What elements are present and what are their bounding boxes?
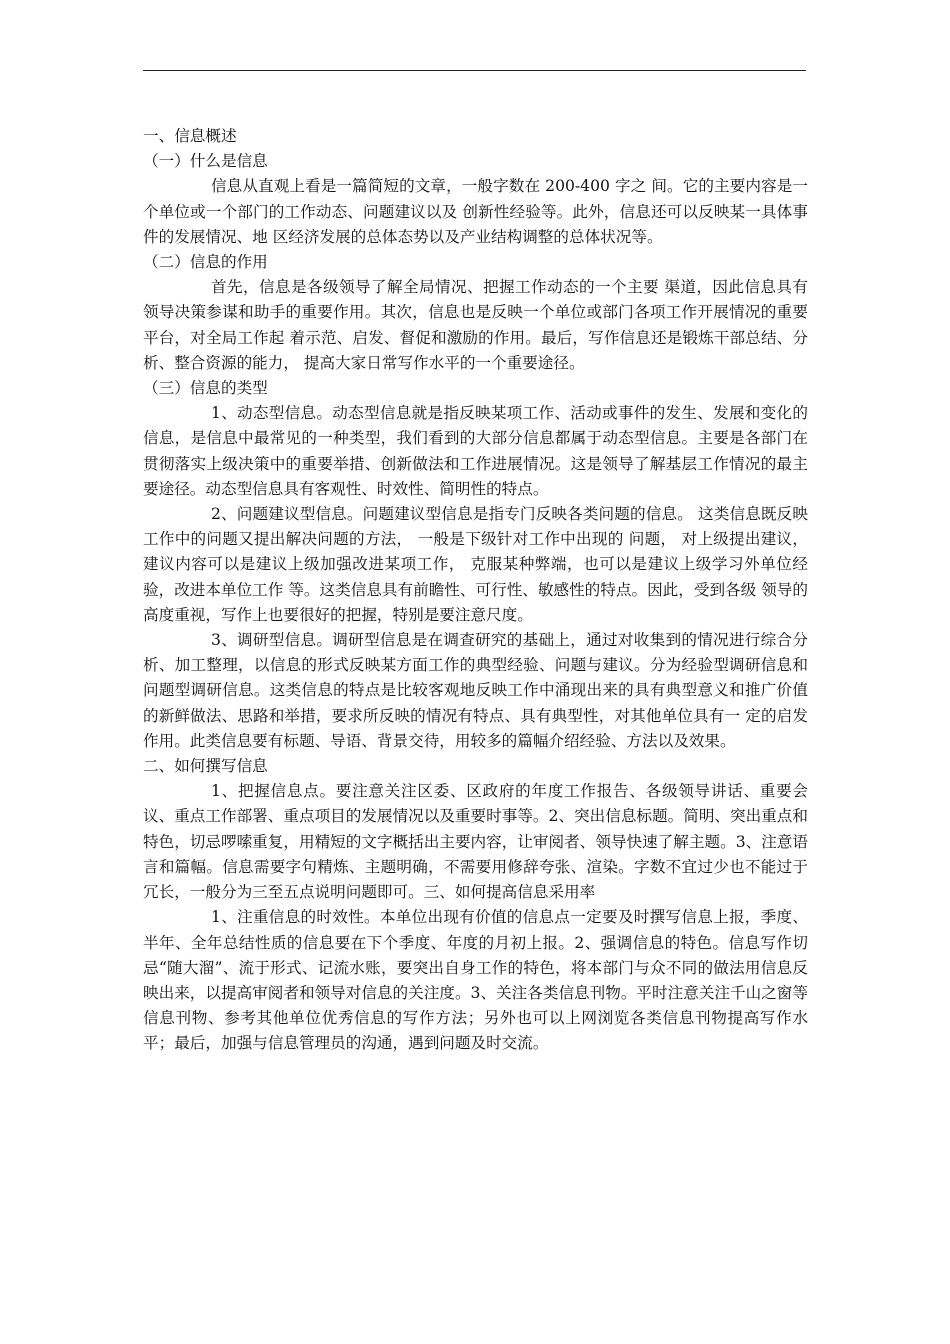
section-heading: 二、如何撰写信息	[143, 757, 268, 776]
paragraph: 1、动态型信息。动态型信息就是指反映某项工作、活动或事件的发生、发展和变化的信息，是信息中最常见的一种类型，我们看到的大部分信息都属于动态型信息。主要是各部门在贯彻落实上级决策中的重要举措、创新做法和工作进展情况。这是领导了解基层工作情况的最主要途径。动态型信息具有客观性、时效性、简明性的特点。	[143, 404, 808, 498]
subsection-heading: （一）什么是信息	[143, 152, 268, 171]
document-body	[143, 124, 808, 1057]
paragraph: 2、问题建议型信息。问题建议型信息是指专门反映各类问题的信息。 这类信息既反映 工作中的问题又提出解决问题的方法， 一般是下级针对工作中出现的 问题， 对上级提出建议， 建议内容可以是建议上级加强改进某项工作， 克服某种弊端，也可以是建议上级学习外单位经验，改进本单位工作 等。这类信息具有前瞻性、可行性、敏感性的特点。因此，受到各级 领导的高度重视，写作上也要很好的把握，特别是要注意尺度。	[143, 505, 808, 624]
paragraph: 1、把握信息点。要注意关注区委、区政府的年度工作报告、各级领导讲话、重要会议、重点工作部署、重点项目的发展情况以及重要时事等。2、突出信息标题。简明、突出重点和特色，切忌啰嗦重复，用精短的文字概括出主要内容，让审阅者、领导快速了解主题。3、注意语言和篇幅。信息需要字句精炼、主题明确，不需要用修辞夸张、渲染。字数不宜过少也不能过于冗长，一般分为三至五点说明问题即可。三、如何提高信息采用率	[143, 782, 808, 902]
paragraph: 首先，信息是各级领导了解全局情况、把握工作动态的一个主要 渠道，因此信息具有领导决策参谋和助手的重要作用。其次，信息也是反映一个单位或部门各项工作开展情况的重要平台，对全局工作起 着示范、启发、督促和激励的作用。最后，写作信息还是锻炼干部总结、分析、整合资源的能力， 提高大家日常写作水平的一个重要途径。	[143, 278, 808, 372]
section-heading: 一、信息概述	[143, 127, 237, 145]
subsection-heading: （二）信息的作用	[143, 253, 268, 272]
header-rule	[143, 70, 806, 71]
paragraph: 信息从直观上看是一篇简短的文章，一般字数在 200-400 字之 间。它的主要内容是一个单位或一个部门的工作动态、问题建议以及 创新性经验等。此外，信息还可以反映某一具体事件的发展情况、地 区经济发展的总体态势以及产业结构调整的总体状况等。	[143, 177, 808, 246]
subsection-heading: （三）信息的类型	[143, 379, 268, 398]
paragraph: 1、注重信息的时效性。本单位出现有价值的信息点一定要及时撰写信息上报，季度、半年、全年总结性质的信息要在下个季度、年度的月初上报。2、强调信息的特色。信息写作切忌“随大溜”、流于形式、记流水账，要突出自身工作的特色，将本部门与众不同的做法用信息反映出来，以提高审阅者和领导对信息的关注度。3、关注各类信息刊物。平时注意关注千山之窗等信息刊物、参考其他单位优秀信息的写作方法；另外也可以上网浏览各类信息刊物提高写作水平；最后，加强与信息管理员的沟通，遇到问题及时交流。	[143, 908, 808, 1053]
paragraph: 3、调研型信息。调研型信息是在调查研究的基础上，通过对收集到的情况进行综合分析、加工整理，以信息的形式反映某方面工作的典型经验、问题与建议。分为经验型调研信息和问题型调研信息。这类信息的特点是比较客观地反映工作中涌现出来的具有典型意义和推广价值的新鲜做法、思路和举措，要求所反映的情况有特点、具有典型性，对其他单位具有一 定的启发作用。此类信息要有标题、导语、背景交待，用较多的篇幅介绍经验、方法以及效果。	[143, 631, 808, 750]
